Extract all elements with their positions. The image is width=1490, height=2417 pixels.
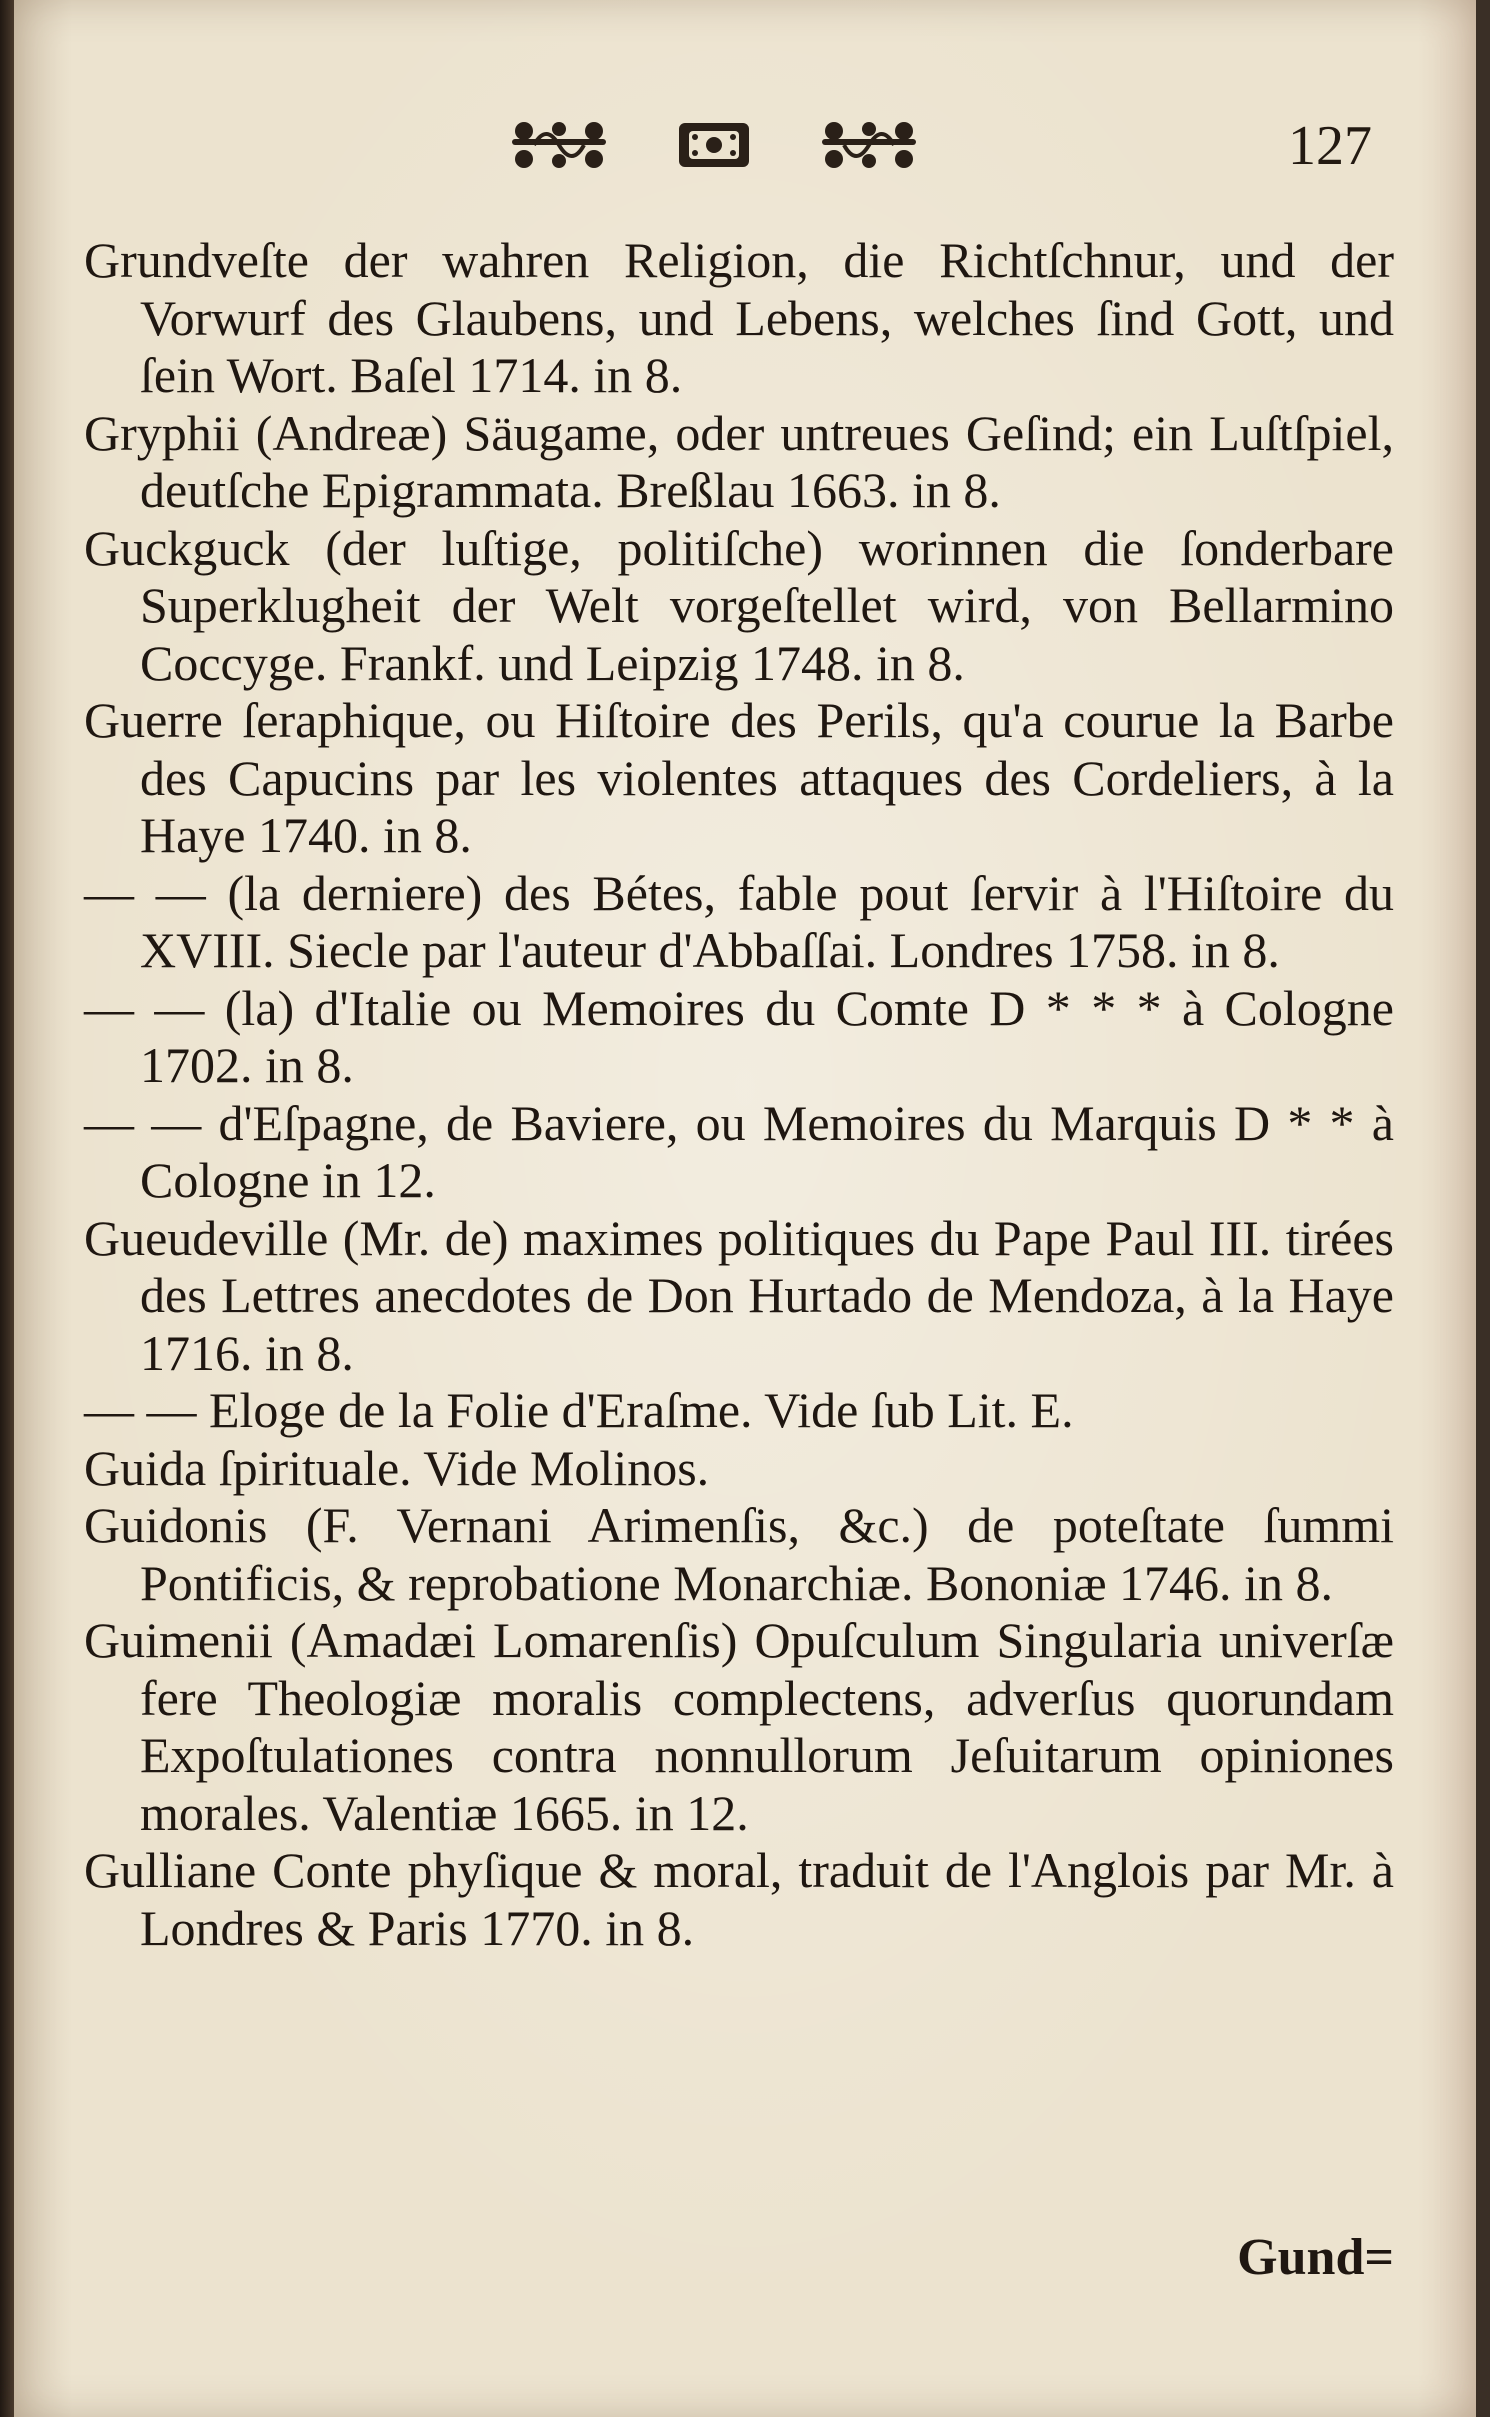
header-ornament-row — [504, 110, 924, 180]
catalog-entry: — — d'Eſpagne, de Baviere, ou Memoires du Marquis D * * à Cologne in 12. — [84, 1094, 1394, 1208]
book-spine-edge — [0, 0, 14, 2417]
catalog-entry: — — (la derniere) des Bétes, fable pout ſervir à l'Hiſtoire du XVIII. Siecle par l'auteur d'Abbaſſai. Londres 1758. in 8. — [84, 864, 1394, 978]
catalog-entry: — — (la) d'Italie ou Memoires du Comte D * * * à Cologne 1702. in 8. — [84, 979, 1394, 1093]
catalog-entry: Grundveſte der wahren Religion, die Richtſchnur, und der Vorwurf des Glaubens, und Lebens, welches ſind Gott, und ſein Wort. Baſel 1714. in 8. — [84, 232, 1394, 403]
catalog-entry: Guimenii (Amadæi Lomarenſis) Opuſculum Singularia univerſæ fere Theologiæ moralis complectens, adverſus quorundam Expoſtulationes contra nonnullorum Jeſuitarum opiniones morales. Valentiæ 1665. in 12. — [84, 1612, 1394, 1841]
catalog-entry: Gueudeville (Mr. de) maximes politiques du Pape Paul III. tirées des Lettres anecdotes de Don Hurtado de Mendoza, à la Haye 1716. in 8. — [84, 1209, 1394, 1381]
catalog-entry: — — Eloge de la Folie d'Eraſme. Vide ſub Lit. E. — [84, 1382, 1074, 1438]
catalog-entry: Gryphii (Andreæ) Säugame, oder untreues Geſind; ein Luſtſpiel, deutſche Epigrammata. Breßlau 1663. in 8. — [84, 404, 1394, 518]
page-number: 127 — [1288, 115, 1372, 177]
catalog-entry: Guidonis (F. Vernani Arimenſis, &c.) de poteſtate ſummi Pontificis, & reprobatione Monarchiæ. Bononiæ 1746. in 8. — [84, 1497, 1394, 1611]
book-page — [14, 0, 1476, 2417]
page-header — [14, 110, 1476, 190]
printers-flower-ornament-center-icon — [659, 117, 769, 173]
printers-flower-ornament-left-icon — [504, 117, 614, 173]
catalog-entries — [84, 232, 1394, 1957]
catalog-entry: Guerre ſeraphique, ou Hiſtoire des Perils, qu'a courue la Barbe des Capucins par les violentes attaques des Cordeliers, à la Haye 1740. in 8. — [84, 692, 1394, 863]
printers-flower-ornament-right-icon — [814, 117, 924, 173]
catalog-entry: Guckguck (der luſtige, politiſche) worinnen die ſonderbare Superklugheit der Welt vorgeſtellet wird, von Bellarmino Coccyge. Frankf. und Leipzig 1748. in 8. — [84, 519, 1394, 691]
catchword: Gund= — [1237, 2229, 1394, 2286]
catalog-entry: Gulliane Conte phyſique & moral, traduit de l'Anglois par Mr. à Londres & Paris 1770. in 8. — [84, 1842, 1394, 1956]
catalog-entry: Guida ſpirituale. Vide Molinos. — [84, 1439, 710, 1496]
